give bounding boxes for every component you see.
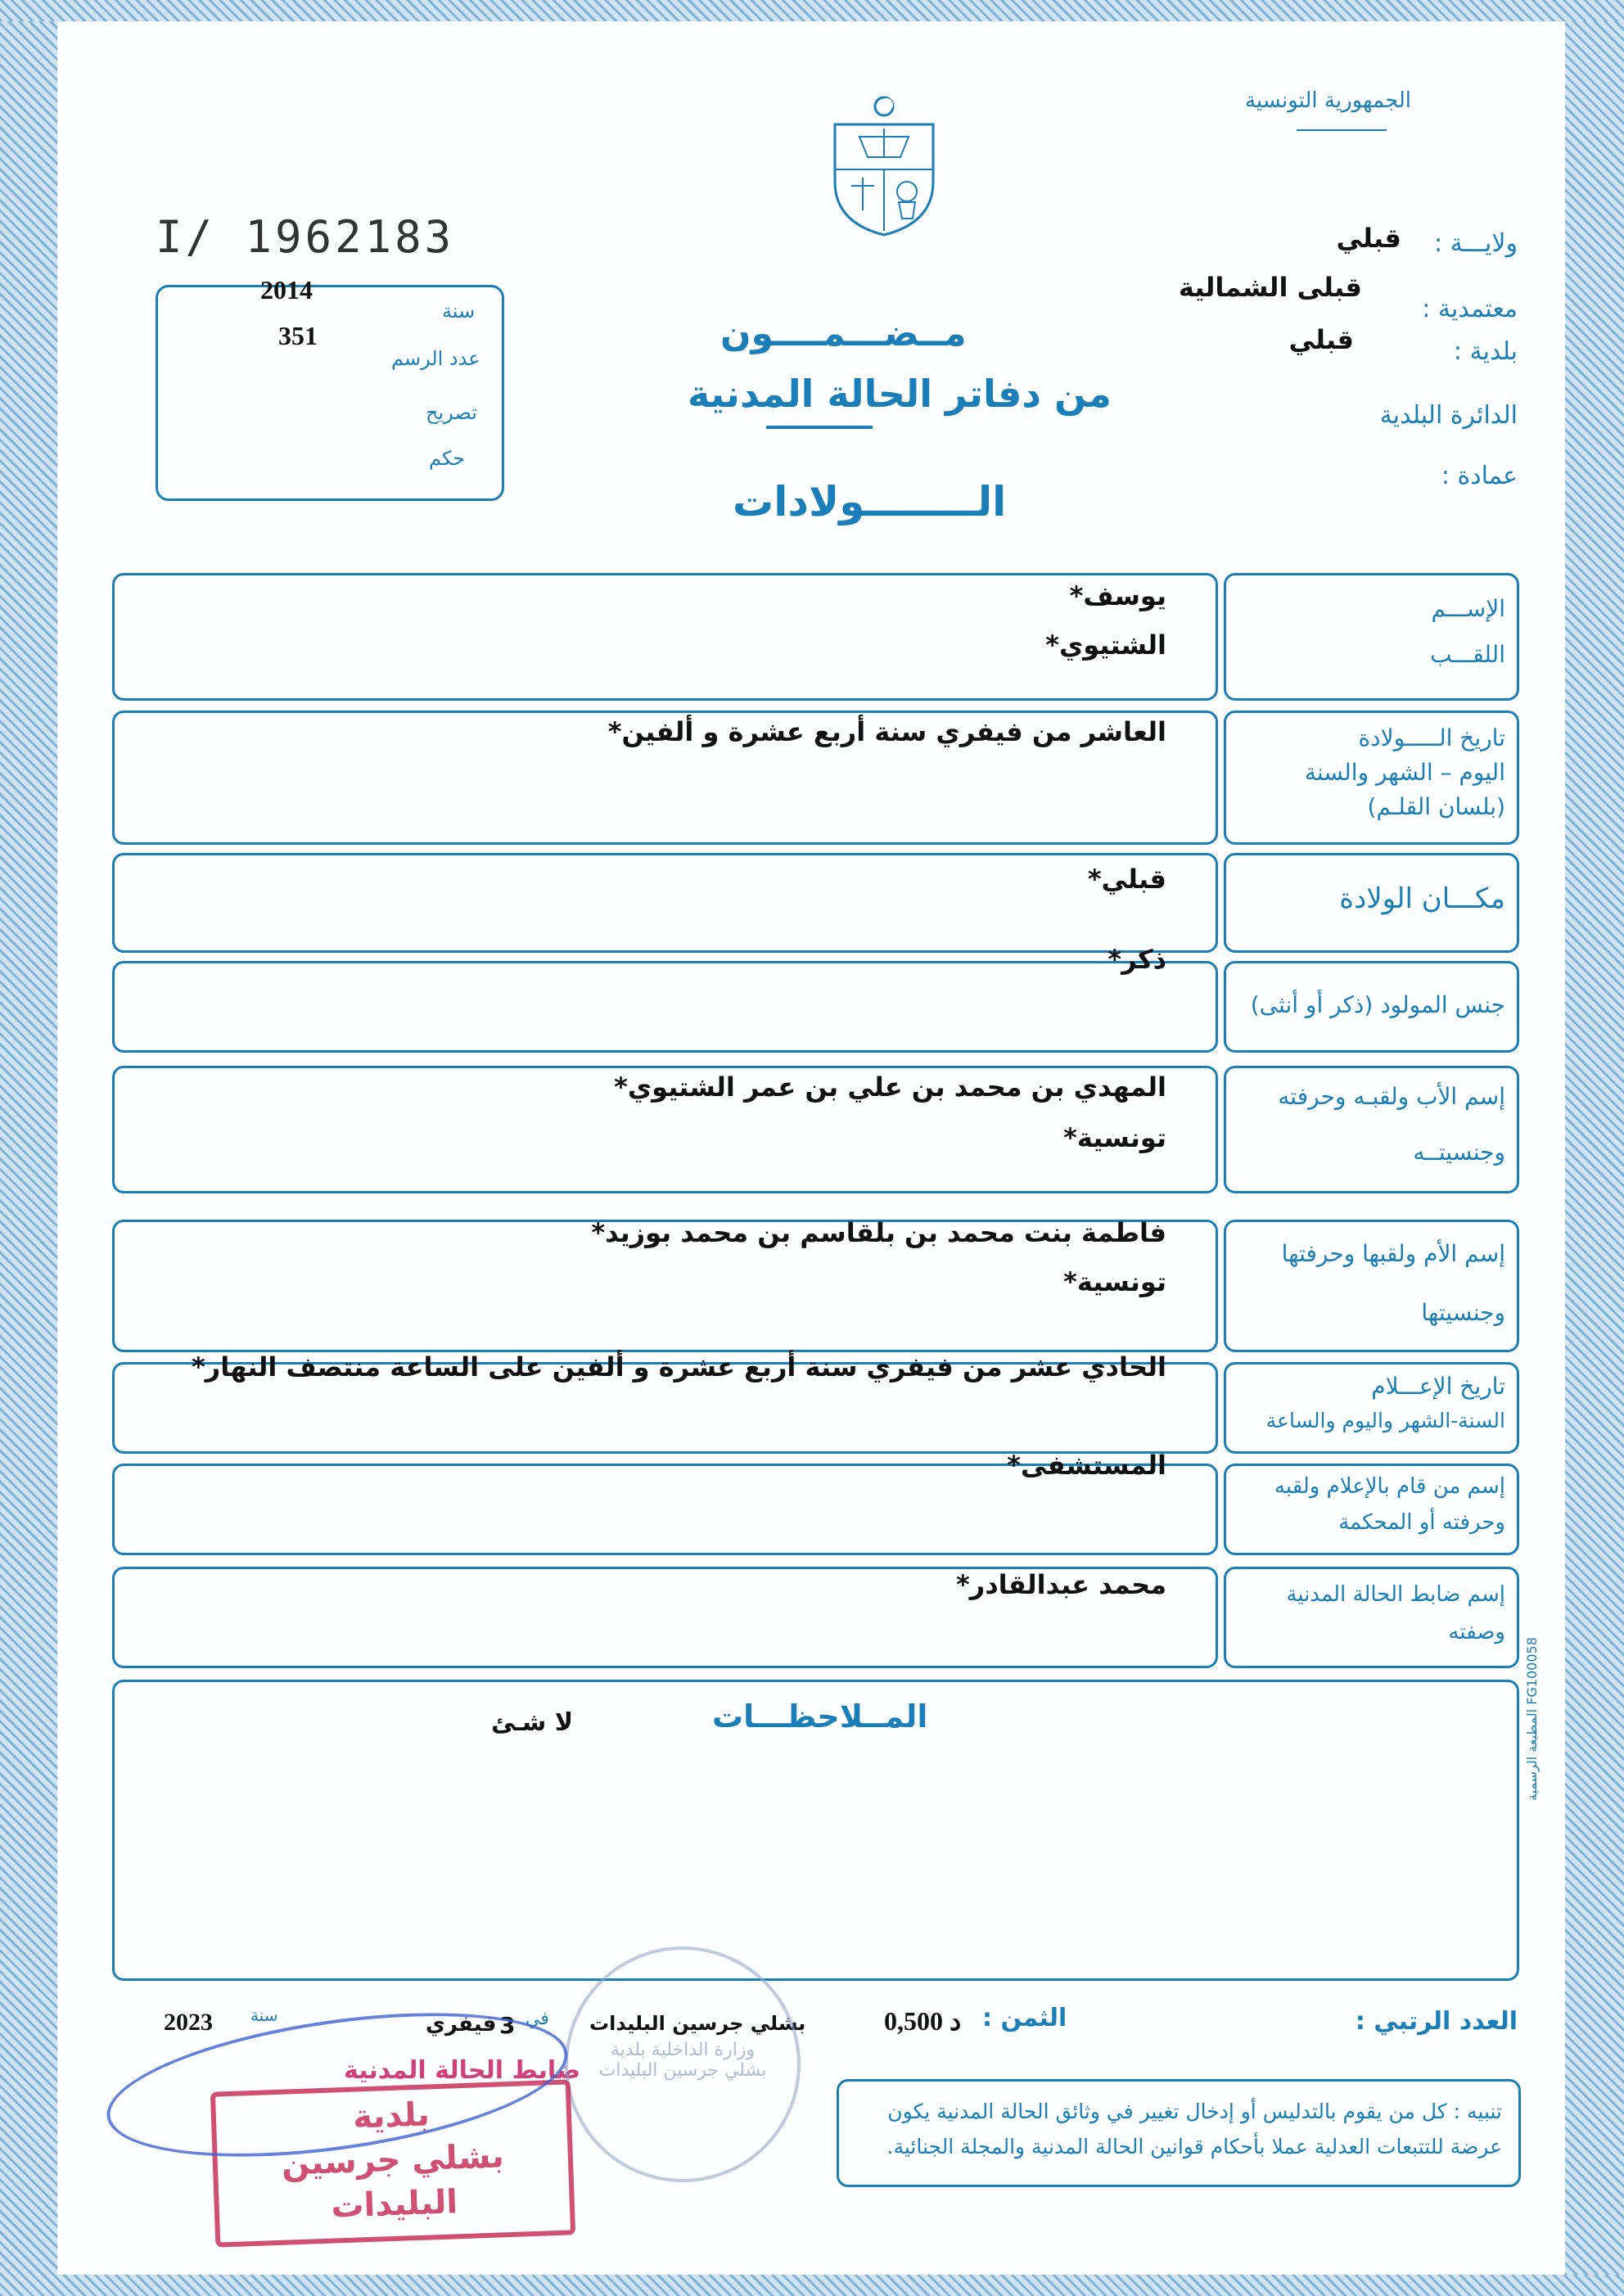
declarant-value: المستشفى* [1007,1450,1166,1481]
birth-date-label-cell [1224,710,1519,845]
title-registers: من دفاتر الحالة المدنية [688,372,1112,416]
registry-judgment-label: حكم [429,447,466,470]
birth-date-value: العاشر من فيفري سنة أربع عشرة و ألفين* [607,716,1166,747]
title-summary: مــضـــمــــون [720,313,967,354]
first-name-value: يوسف* [1069,580,1166,611]
issue-place: بشلي جرسين البليدات [589,2012,806,2035]
declaration-date-value-cell [112,1351,1218,1454]
delegation-label: معتمدية : [1422,295,1518,323]
guilloche-border-top [0,0,1624,21]
registry-year: 2014 [260,275,313,304]
birth-date-sublabel: اليوم – الشهر والسنة [1304,759,1505,786]
stamp-line-3: البليدات [330,2183,458,2226]
serial-number: I/ 1962183 [156,211,455,263]
guilloche-border-bottom [0,2275,1624,2296]
birth-place-label-cell [1224,853,1519,953]
municipality-label: بلدية : [1453,337,1518,366]
title-births: الــــــــولادات [733,478,1007,526]
delegation-value: قبلى الشمالية [1178,272,1362,303]
declarant-sublabel: وحرفته أو المحكمة [1338,1510,1505,1535]
officer-value: محمد عبدالقادر* [956,1569,1166,1600]
mother-label-cell [1224,1220,1519,1352]
registry-year-label: سنة [442,300,476,323]
father-name-value: المهدي بن محمد بن علي بن عمر الشتيوي* [614,1071,1166,1103]
declaration-date-label: تاريخ الإعـــلام [1371,1373,1505,1400]
sex-value-cell [112,944,1218,1053]
stamp-line-1: بلدية [352,2095,431,2136]
notes-value: لا شـئ [491,1708,574,1737]
municipality-value: قبلي [1288,324,1354,355]
declarant-label-cell [1224,1464,1519,1555]
father-nationality-value: تونسية* [1063,1122,1166,1153]
declarant-label: إسم من قام بالإعلام ولقبه [1274,1474,1505,1499]
district-label: الدائرة البلدية [1379,401,1518,430]
legal-notice-box [837,2079,1521,2187]
divider [1297,129,1387,131]
issue-month: فيفري [426,2012,497,2037]
birth-place-label: مكـــان الولادة [1339,882,1505,915]
mother-name-value: فاطمة بنت محمد بن بلقاسم بن محمد بوزيد* [591,1217,1166,1248]
registry-declaration-label: تصريح [426,401,477,424]
declaration-date-sublabel: السنة-الشهر واليوم والساعة [1265,1409,1505,1432]
guilloche-border-right [1565,0,1624,2296]
wilaya-value: قبلي [1336,223,1401,254]
notes-box [112,1680,1519,1981]
father-nationality-label: وجنسيتــه [1413,1139,1505,1166]
father-label: إسم الأب ولقبـه وحرفته [1278,1083,1505,1110]
declarant-value-cell [112,1450,1218,1555]
imada-label: عمادة : [1441,462,1518,490]
registry-number: 351 [278,321,318,350]
surname-value: الشتيوي* [1045,629,1166,661]
issue-year-label: سنة [250,2005,278,2025]
printer-mark: المطبعة الرسمية FG100058 [1524,1637,1540,1801]
surname-label: اللقـــب [1430,641,1505,668]
name-label-cell [1224,573,1519,701]
sex-label-cell [1224,961,1519,1053]
mother-nationality-label: وجنسيتها [1421,1299,1505,1326]
officer-title: ضابط الحالة المدنية [344,2056,581,2085]
birth-place-value: قبلي* [1087,864,1166,895]
sex-value: ذكر* [1107,944,1166,975]
birth-date-label: تاريخ الـــــولادة [1358,724,1505,751]
wilaya-label: ولايـــة : [1433,229,1518,258]
issue-day-label: في [526,2009,549,2029]
price-value: 0,500 د [884,2006,962,2036]
stamp-line-2: بشلي جرسين [281,2137,505,2183]
father-value-cell [112,1066,1218,1193]
issue-day: 3 [499,2012,516,2039]
declaration-date-label-cell [1224,1362,1519,1454]
father-label-cell [1224,1066,1519,1193]
serial-label: العدد الرتبي : [1355,2007,1518,2036]
mother-nationality-value: تونسية* [1063,1266,1166,1297]
mother-value-cell [112,1217,1218,1352]
sex-label: جنس المولود (ذكر أو أنثى) [1250,991,1505,1018]
municipality-seal [565,1946,801,2182]
officer-label: إسم ضابط الحالة المدنية [1286,1582,1505,1607]
officer-label-cell [1224,1567,1519,1668]
notes-title: المــلاحظـــات [712,1698,928,1734]
declaration-date-value: الحادي عشر من فيفري سنة أربع عشرة و ألفين على الساعة منتصف النهار* [192,1351,1166,1383]
seal-text: وزارة الداخلية بلدية بشلي جرسين البليدات [598,2040,767,2081]
officer-sublabel: وصفته [1448,1620,1505,1644]
mother-label: إسم الأم ولقبها وحرفتها [1281,1240,1505,1267]
republic-title: الجمهورية التونسية [1244,88,1411,113]
birth-date-hint: (بلسان القلـم) [1367,793,1505,820]
price-label: الثمن : [982,2004,1067,2032]
guilloche-border-left [0,0,57,2296]
name-value-cell [112,573,1218,701]
officer-value-cell [112,1567,1218,1668]
birth-place-value-cell [112,853,1218,953]
first-name-label: الإســـم [1431,595,1505,622]
issue-year: 2023 [164,2009,213,2036]
coat-of-arms-icon [827,92,941,239]
legal-notice-text: تنبيه : كل من يقوم بالتدليس أو إدخال تغيير في وثائق الحالة المدنية يكون عرضة للتتبعات العدلية عملا بأحكام قوانين الحالة المدنية والمجلة الجنائية. [886,2100,1502,2158]
title-underline [766,426,873,429]
registry-number-label: عدد الرسم [391,347,480,370]
birth-date-value-cell [112,710,1218,845]
